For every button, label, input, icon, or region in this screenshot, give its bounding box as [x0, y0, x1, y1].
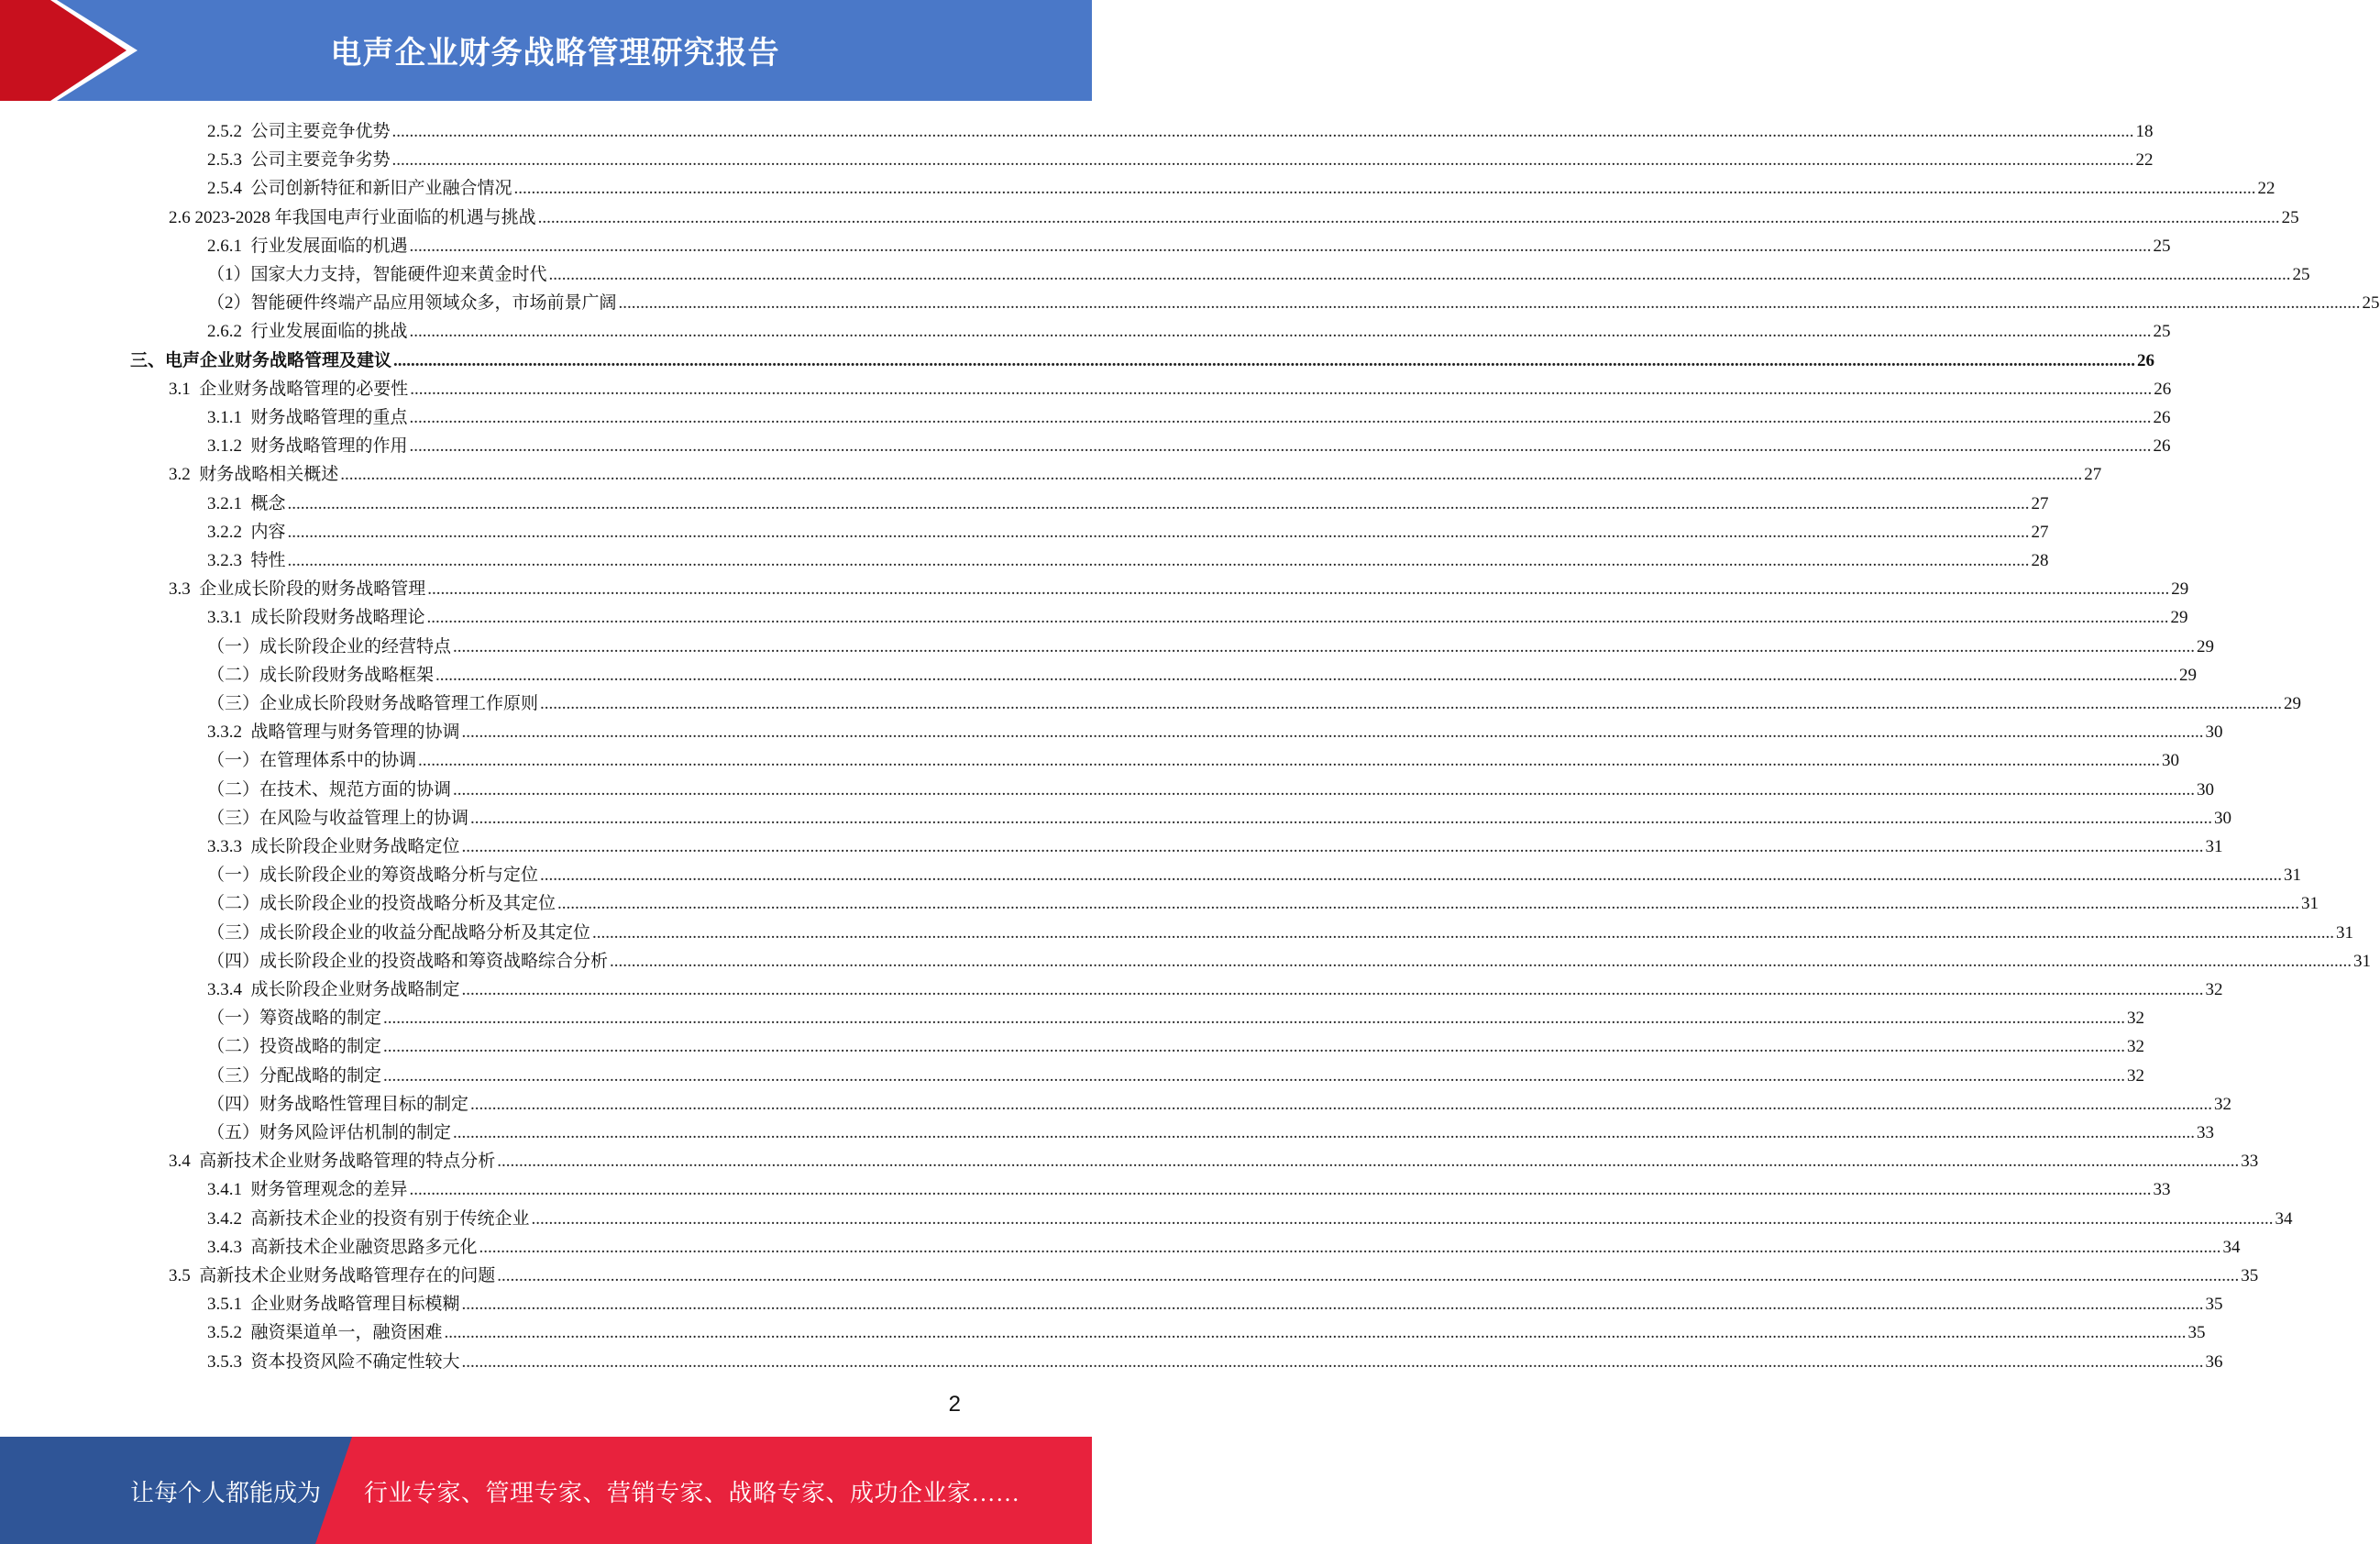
toc-leader-dots: ................................................................................................................................................................................................................................................................................................................................................................................................................: [470, 808, 2213, 828]
toc-entry-title: 3.3.3 成长阶段企业财务战略定位: [207, 837, 460, 856]
report-header: [0, 0, 1092, 101]
toc-entry-page: 26: [2137, 350, 2155, 370]
toc-entry-title: （四）成长阶段企业的投资战略和筹资战略综合分析: [207, 951, 609, 971]
toc-entry-title: 3.2.2 内容: [207, 522, 286, 542]
toc-entry-title: 2.6.2 行业发展面临的挑战: [207, 322, 408, 342]
toc-leader-dots: ................................................................................................................................................................................................................................................................................................................................................................................................................: [497, 1152, 2240, 1172]
toc-entry-page: 30: [2214, 808, 2232, 828]
toc-leader-dots: ................................................................................................................................................................................................................................................................................................................................................................................................................: [340, 465, 2083, 485]
toc-leader-dots: ................................................................................................................................................................................................................................................................................................................................................................................................................: [618, 293, 2361, 314]
toc-entry[interactable]: [207, 633, 2215, 661]
footer-banner: [0, 1437, 1092, 1544]
toc-entry-page: 29: [2170, 608, 2188, 628]
toc-entry-title: 3.1 企业财务战略管理的必要性: [169, 379, 409, 399]
toc-leader-dots: ................................................................................................................................................................................................................................................................................................................................................................................................................: [391, 150, 2134, 171]
toc-leader-dots: ................................................................................................................................................................................................................................................................................................................................................................................................................: [444, 1323, 2187, 1343]
toc-entry[interactable]: [169, 375, 2172, 403]
toc-entry-page: 33: [2197, 1123, 2215, 1142]
toc-leader-dots: ................................................................................................................................................................................................................................................................................................................................................................................................................: [383, 1037, 2126, 1057]
toc-entry-title: （一）筹资战略的制定: [207, 1009, 382, 1029]
toc-entry-title: 3.4.3 高新技术企业融资思路多元化: [207, 1237, 478, 1257]
toc-entry-page: 35: [2205, 1295, 2223, 1315]
toc-entry[interactable]: [207, 174, 2275, 203]
toc-leader-dots: ................................................................................................................................................................................................................................................................................................................................................................................................................: [453, 779, 2196, 800]
toc-entry-page: 35: [2187, 1323, 2206, 1343]
toc-entry[interactable]: [207, 861, 2302, 889]
toc-entry-title: 3.5.1 企业财务战略管理目标模糊: [207, 1295, 460, 1315]
toc-leader-dots: ................................................................................................................................................................................................................................................................................................................................................................................................................: [409, 436, 2152, 457]
toc-entry[interactable]: [207, 919, 2354, 947]
toc-entry[interactable]: [207, 260, 2310, 289]
toc-entry[interactable]: [169, 460, 2102, 489]
toc-entry[interactable]: [207, 1318, 2206, 1347]
toc-entry[interactable]: [207, 1348, 2223, 1376]
toc-entry-title: （2）智能硬件终端产品应用领域众多，市场前景广阔: [207, 293, 617, 314]
toc-entry-title: （三）企业成长阶段财务战略管理工作原则: [207, 694, 539, 713]
toc-entry-page: 29: [2284, 694, 2302, 713]
toc-entry-title: （四）财务战略性管理目标的制定: [207, 1094, 469, 1114]
toc-entry-title: （二）成长阶段企业的投资战略分析及其定位: [207, 894, 556, 914]
toc-entry-title: 3.1.2 财务战略管理的作用: [207, 436, 408, 457]
toc-leader-dots: ................................................................................................................................................................................................................................................................................................................................................................................................................: [461, 980, 2204, 999]
toc-entry-title: 2.6 2023-2028 年我国电声行业面临的机遇与挑战: [169, 207, 536, 227]
toc-entry-title: （1）国家大力支持，智能硬件迎来黄金时代: [207, 265, 547, 284]
toc-entry-title: （一）在管理体系中的协调: [207, 751, 417, 771]
toc-entry-page: 26: [2153, 408, 2171, 427]
toc-entry-title: 3.5.3 资本投资风险不确定性较大: [207, 1351, 460, 1372]
toc-entry[interactable]: [207, 1233, 2241, 1262]
toc-entry[interactable]: [207, 889, 2319, 918]
toc-leader-dots: ................................................................................................................................................................................................................................................................................................................................................................................................................: [610, 951, 2352, 971]
toc-leader-dots: ................................................................................................................................................................................................................................................................................................................................................................................................................: [470, 1094, 2213, 1114]
toc-entry[interactable]: [207, 833, 2223, 861]
toc-entry-title: 3.1.1 财务战略管理的重点: [207, 408, 408, 427]
toc-entry-page: 35: [2241, 1266, 2259, 1285]
footer-slogan-right: 行业专家、管理专家、营销专家、战略专家、成功企业家……: [364, 1480, 1020, 1506]
toc-entry[interactable]: [207, 718, 2223, 746]
toc-entry[interactable]: [130, 347, 2155, 375]
toc-entry-title: 3.2.1 概念: [207, 493, 286, 513]
toc-leader-dots: ................................................................................................................................................................................................................................................................................................................................................................................................................: [453, 1123, 2196, 1142]
page-number: 2: [948, 1392, 961, 1417]
toc-entry[interactable]: [207, 289, 2380, 317]
toc-entry[interactable]: [207, 976, 2223, 1004]
toc-entry[interactable]: [169, 1262, 2259, 1290]
toc-entry-title: 3.4.2 高新技术企业的投资有别于传统企业: [207, 1208, 530, 1229]
toc-entry-page: 34: [2222, 1237, 2241, 1257]
toc-leader-dots: ................................................................................................................................................................................................................................................................................................................................................................................................................: [461, 722, 2204, 743]
toc-entry[interactable]: [207, 546, 2049, 575]
toc-leader-dots: ................................................................................................................................................................................................................................................................................................................................................................................................................: [435, 665, 2178, 685]
toc-entry-page: 30: [2197, 779, 2215, 800]
toc-entry-page: 30: [2205, 722, 2223, 743]
toc-entry[interactable]: [207, 232, 2171, 260]
toc-entry-title: 3.4 高新技术企业财务战略管理的特点分析: [169, 1152, 496, 1172]
toc-leader-dots: ................................................................................................................................................................................................................................................................................................................................................................................................................: [531, 1208, 2274, 1229]
toc-entry-title: 三、电声企业财务战略管理及建议: [130, 350, 392, 370]
toc-entry[interactable]: [207, 689, 2302, 718]
toc-leader-dots: ................................................................................................................................................................................................................................................................................................................................................................................................................: [557, 894, 2300, 914]
toc-entry-title: 3.3.2 战略管理与财务管理的协调: [207, 722, 460, 743]
toc-entry-title: （二）成长阶段财务战略框架: [207, 665, 435, 685]
toc-entry[interactable]: [207, 117, 2154, 146]
toc-entry-title: （二）投资战略的制定: [207, 1037, 382, 1057]
toc-leader-dots: ................................................................................................................................................................................................................................................................................................................................................................................................................: [426, 608, 2169, 628]
toc-leader-dots: ................................................................................................................................................................................................................................................................................................................................................................................................................: [540, 694, 2283, 713]
toc-entry[interactable]: [207, 1004, 2145, 1032]
toc-entry-page: 25: [2281, 207, 2299, 227]
toc-entry-page: 29: [2171, 579, 2189, 600]
toc-entry[interactable]: [169, 1147, 2259, 1175]
toc-entry-title: 2.6.1 行业发展面临的机遇: [207, 236, 408, 256]
toc-entry-page: 33: [2241, 1152, 2259, 1172]
toc-leader-dots: ................................................................................................................................................................................................................................................................................................................................................................................................................: [592, 922, 2335, 943]
toc-entry-page: 18: [2135, 122, 2154, 141]
toc-entry-title: 3.5 高新技术企业财务战略管理存在的问题: [169, 1266, 496, 1285]
toc-entry-title: 2.5.3 公司主要竞争劣势: [207, 150, 391, 171]
toc-entry-page: 34: [2275, 1208, 2293, 1229]
toc-entry[interactable]: [169, 204, 2299, 232]
toc-entry-title: 2.5.4 公司创新特征和新旧产业融合情况: [207, 179, 512, 199]
toc-entry-title: （二）在技术、规范方面的协调: [207, 779, 452, 800]
toc-entry-page: 28: [2031, 551, 2049, 570]
toc-entry-page: 33: [2153, 1180, 2171, 1200]
toc-entry-page: 31: [2301, 894, 2319, 914]
toc-entry-page: 25: [2153, 236, 2171, 256]
toc-entry-page: 29: [2197, 636, 2215, 656]
toc-entry[interactable]: [207, 146, 2154, 174]
toc-leader-dots: ................................................................................................................................................................................................................................................................................................................................................................................................................: [410, 379, 2153, 399]
toc-entry[interactable]: [207, 603, 2188, 632]
toc-entry[interactable]: [207, 1205, 2293, 1233]
toc-entry-page: 22: [2135, 150, 2154, 171]
toc-leader-dots: ................................................................................................................................................................................................................................................................................................................................................................................................................: [287, 493, 2030, 513]
toc-entry[interactable]: [207, 518, 2049, 546]
toc-entry[interactable]: [207, 661, 2198, 689]
toc-entry-page: 25: [2153, 322, 2171, 342]
toc-leader-dots: ................................................................................................................................................................................................................................................................................................................................................................................................................: [537, 207, 2280, 227]
toc-entry[interactable]: [207, 490, 2049, 518]
toc-leader-dots: ................................................................................................................................................................................................................................................................................................................................................................................................................: [409, 408, 2152, 427]
report-title: 电声企业财务战略管理研究报告: [330, 35, 780, 72]
toc-leader-dots: ................................................................................................................................................................................................................................................................................................................................................................................................................: [548, 265, 2291, 284]
toc-entry[interactable]: [207, 1175, 2171, 1204]
toc-entry-title: （五）财务风险评估机制的制定: [207, 1123, 452, 1142]
toc-entry-title: 3.2 财务战略相关概述: [169, 465, 339, 485]
toc-entry-title: 3.3 企业成长阶段的财务战略管理: [169, 579, 426, 600]
toc-entry[interactable]: [207, 1119, 2215, 1147]
toc-entry-title: （三）在风险与收益管理上的协调: [207, 808, 469, 828]
toc-entry-page: 29: [2179, 665, 2198, 685]
toc-entry-page: 32: [2127, 1037, 2145, 1057]
toc-leader-dots: ................................................................................................................................................................................................................................................................................................................................................................................................................: [427, 579, 2170, 600]
toc-leader-dots: ................................................................................................................................................................................................................................................................................................................................................................................................................: [461, 1295, 2204, 1315]
toc-entry-page: 27: [2031, 493, 2049, 513]
toc-entry[interactable]: [207, 403, 2171, 432]
toc-leader-dots: ................................................................................................................................................................................................................................................................................................................................................................................................................: [513, 179, 2256, 199]
toc-entry[interactable]: [207, 776, 2215, 804]
toc-entry[interactable]: [207, 1090, 2232, 1119]
toc-entry-page: 32: [2127, 1065, 2145, 1086]
toc-leader-dots: ................................................................................................................................................................................................................................................................................................................................................................................................................: [287, 522, 2030, 542]
toc-leader-dots: ................................................................................................................................................................................................................................................................................................................................................................................................................: [409, 1180, 2152, 1200]
toc-entry-page: 31: [2353, 951, 2372, 971]
toc-leader-dots: ................................................................................................................................................................................................................................................................................................................................................................................................................: [479, 1237, 2221, 1257]
toc-entry-title: （三）分配战略的制定: [207, 1065, 382, 1086]
toc-entry-page: 27: [2084, 465, 2102, 485]
toc-entry[interactable]: [169, 575, 2189, 603]
toc-entry[interactable]: [207, 1032, 2145, 1061]
toc-leader-dots: ................................................................................................................................................................................................................................................................................................................................................................................................................: [418, 751, 2161, 771]
toc-entry[interactable]: [207, 1290, 2223, 1318]
toc-entry-page: 25: [2292, 265, 2310, 284]
toc-entry[interactable]: [207, 746, 2180, 775]
toc-entry-title: 3.4.1 财务管理观念的差异: [207, 1180, 408, 1200]
toc-entry-page: 31: [2205, 837, 2223, 856]
toc-entry-page: 26: [2153, 436, 2171, 457]
toc-entry[interactable]: [207, 804, 2232, 833]
toc-entry-page: 31: [2284, 866, 2302, 886]
toc-entry-page: 32: [2127, 1009, 2145, 1029]
toc-entry-title: 2.5.2 公司主要竞争优势: [207, 122, 391, 141]
toc-leader-dots: ................................................................................................................................................................................................................................................................................................................................................................................................................: [461, 1351, 2204, 1372]
toc-entry-page: 22: [2257, 179, 2275, 199]
toc-entry[interactable]: [207, 432, 2171, 460]
toc-entry-page: 36: [2205, 1351, 2223, 1372]
toc-leader-dots: ................................................................................................................................................................................................................................................................................................................................................................................................................: [497, 1266, 2240, 1285]
footer-slogan-left: 让每个人都能成为: [130, 1480, 322, 1506]
toc-leader-dots: ................................................................................................................................................................................................................................................................................................................................................................................................................: [287, 551, 2030, 570]
toc-entry-page: 32: [2205, 980, 2223, 999]
toc-entry-title: （三）成长阶段企业的收益分配战略分析及其定位: [207, 922, 591, 943]
toc-leader-dots: ................................................................................................................................................................................................................................................................................................................................................................................................................: [409, 236, 2152, 256]
toc-entry-title: 3.3.1 成长阶段财务战略理论: [207, 608, 425, 628]
toc-entry-page: 25: [2362, 293, 2380, 314]
toc-entry[interactable]: [207, 1062, 2145, 1090]
toc-entry-page: 27: [2031, 522, 2049, 542]
toc-entry-title: （一）成长阶段企业的经营特点: [207, 636, 452, 656]
toc-leader-dots: ................................................................................................................................................................................................................................................................................................................................................................................................................: [391, 122, 2134, 141]
toc-leader-dots: ................................................................................................................................................................................................................................................................................................................................................................................................................: [453, 636, 2196, 656]
toc-leader-dots: ................................................................................................................................................................................................................................................................................................................................................................................................................: [461, 837, 2204, 856]
toc-entry-page: 31: [2336, 922, 2354, 943]
toc-leader-dots: ................................................................................................................................................................................................................................................................................................................................................................................................................: [383, 1009, 2126, 1029]
toc-leader-dots: ................................................................................................................................................................................................................................................................................................................................................................................................................: [540, 866, 2283, 886]
toc-entry-title: 3.5.2 融资渠道单一，融资困难: [207, 1323, 443, 1343]
toc-leader-dots: ................................................................................................................................................................................................................................................................................................................................................................................................................: [409, 322, 2152, 342]
toc-entry[interactable]: [207, 317, 2171, 346]
toc-entry-page: 32: [2214, 1094, 2232, 1114]
toc-leader-dots: ................................................................................................................................................................................................................................................................................................................................................................................................................: [383, 1065, 2126, 1086]
toc-entry-page: 26: [2154, 379, 2172, 399]
toc-entry-title: 3.2.3 特性: [207, 551, 286, 570]
toc-leader-dots: ................................................................................................................................................................................................................................................................................................................................................................................................................: [393, 350, 2136, 370]
toc-entry-title: （一）成长阶段企业的筹资战略分析与定位: [207, 866, 539, 886]
toc-entry-page: 30: [2162, 751, 2180, 771]
toc-entry[interactable]: [207, 947, 2372, 976]
toc-entry-title: 3.3.4 成长阶段企业财务战略制定: [207, 980, 460, 999]
